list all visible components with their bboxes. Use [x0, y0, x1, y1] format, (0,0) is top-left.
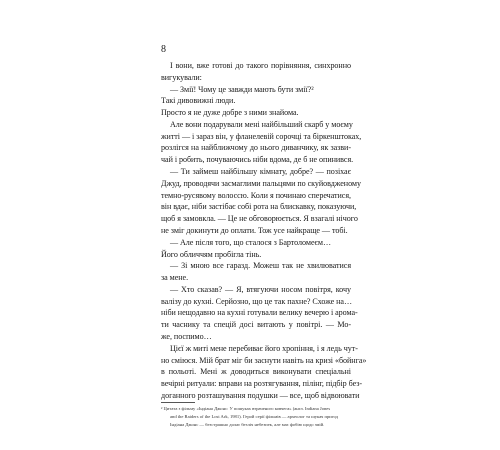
text-line: розлігся на найближчому до нього диванчику, як зазви-	[161, 143, 351, 153]
text-line: житті — і зараз він, у фланелевій сорочці та біркенштоках,	[161, 131, 362, 141]
text-line: чай і робить, почуваючись ніби вдома, де б не опинився.	[161, 155, 354, 165]
footnote-divider	[161, 402, 195, 403]
footnote-line: and the Raiders of the Lost Ark, 1981). Герой серії фільмів — археолог та шукач пригод	[170, 414, 338, 419]
footnote	[161, 405, 351, 429]
text-line: вигукували:	[161, 72, 202, 82]
text-line: — Ти займеш найбільшу кімнату, добре? — позіхає	[170, 167, 351, 177]
page-number: 8	[161, 44, 166, 55]
text-line: Але вони подарували мені найбільший скарб у моєму	[170, 119, 353, 129]
text-line: валізу до кухні. Серйозно, що це так пахне? Схоже на…	[161, 296, 353, 306]
text-line: щоб я замовкла. — Це не обговорюється. Я взагалі нічого	[161, 214, 358, 224]
text-line: він вдає, ніби застібає собі рота на блискавку, показуючи,	[161, 202, 357, 212]
text-line: — Зі мною все гаразд. Можеш так не хвилюватися	[170, 261, 351, 271]
text-line: ніби нещодавно на кухні готували велику вечерю і арома-	[161, 308, 358, 318]
text-line: не зміг докинути до оплати. Тож усе найкраще — тобі.	[161, 225, 348, 235]
text-line: Такі дивовижні люди.	[161, 96, 236, 106]
text-line: доганного розташування подушки — все, щоб відвоювати	[161, 390, 360, 400]
footnote-line: Індіана Джонс — безстрашно долає безліч небезпек, але має фобію щодо змій.	[170, 422, 325, 427]
text-line: ти часнику та спецій досі витають у повітрі. — Мо-	[161, 320, 351, 330]
text-line: же, поспимо…	[161, 331, 212, 341]
text-line: — Але після того, що сталося з Бартоломеєм…	[170, 237, 332, 247]
text-line: Його обличчям пробігла тінь.	[161, 249, 262, 259]
body-text	[161, 60, 367, 402]
text-line: — Змії! Чому це завжди мають бути змії?²	[170, 84, 314, 94]
text-line: І вони, вже готові до такого порівняння, синхронно	[170, 61, 351, 70]
text-line: — Хто сказав? — Я, втягуючи носом повітря, кочу	[170, 284, 351, 294]
footnote-line: ² Цитата з фільму «Індіана Джонс: У пошуках втраченого ковчега» (англ. Indiana Jones	[161, 406, 331, 411]
text-line: Цієї ж миті мене перебиває його хропіння, і я ледь чут-	[170, 343, 358, 353]
text-line: Джуд, проводячи засмаглими пальцями по скуйовдженому	[161, 178, 361, 188]
text-line: за мене.	[161, 273, 189, 283]
text-line: но сміюся. Мій брат міг би заснути навіть на кризі «бойнга»	[161, 355, 367, 365]
text-line: темно-русявому волоссю. Коли я починаю сперечатися,	[161, 190, 351, 200]
text-line: Просто я не дуже добре з ними знайома.	[161, 108, 299, 118]
text-line: вечірні ритуали: вправи на розтягування, пілінг, підбір без-	[161, 379, 363, 389]
text-line: в польоті. Мені ж доводиться виконувати спеціальні	[161, 367, 351, 377]
